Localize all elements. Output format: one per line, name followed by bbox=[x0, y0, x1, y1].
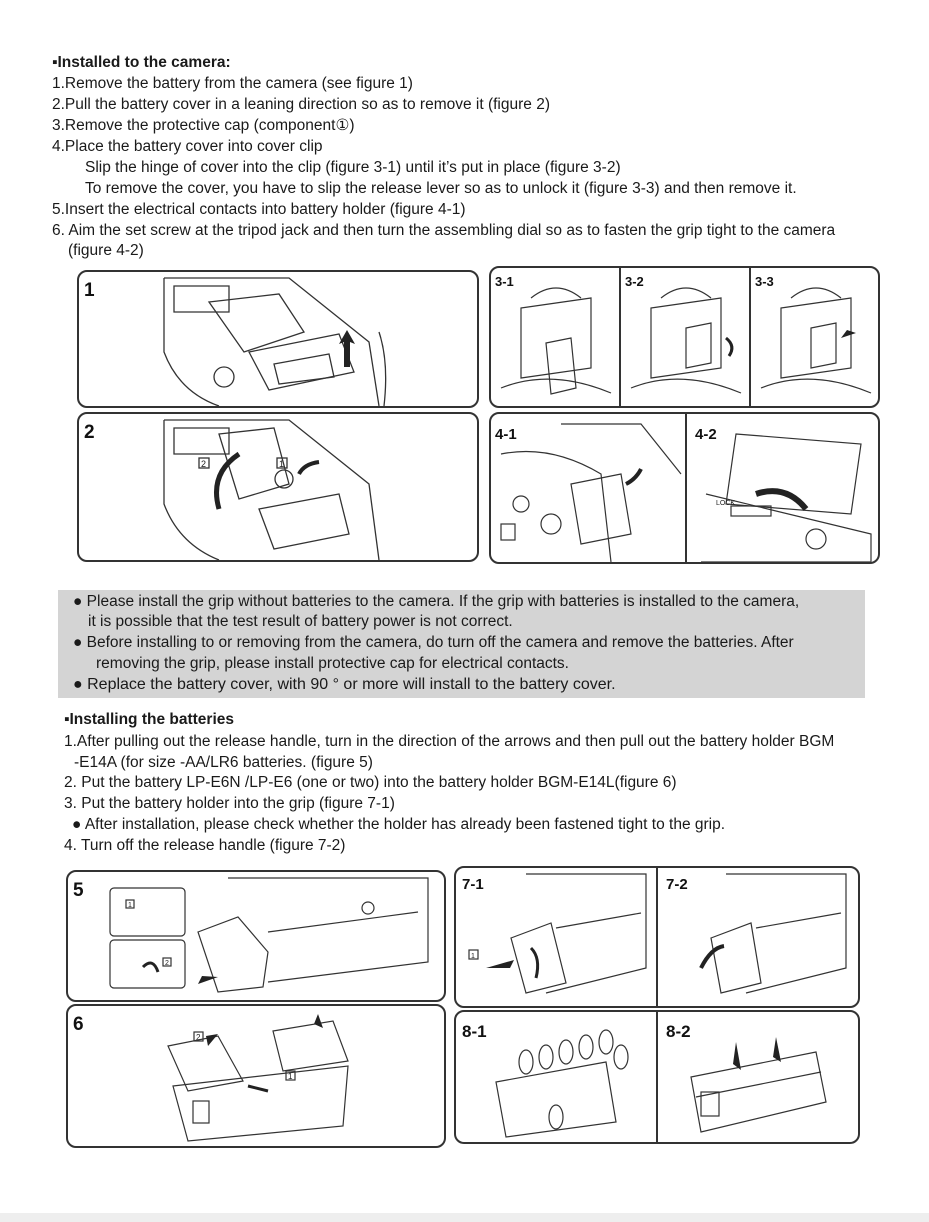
step-text: 2.Pull the battery cover in a leaning direction so as to remove it (figure 2) bbox=[52, 96, 550, 113]
figure-label: 7-1 bbox=[462, 876, 484, 893]
figure-label: 8-1 bbox=[462, 1022, 487, 1041]
aa-battery-loading-illustrations bbox=[456, 1012, 858, 1142]
step-text: -E14A (for size -AA/LR6 batteries. (figure 5) bbox=[74, 754, 373, 771]
cover-clip-illustrations bbox=[491, 268, 878, 406]
callout-label: 2 bbox=[196, 1033, 201, 1042]
step-text: 1.Remove the battery from the camera (see figure 1) bbox=[52, 75, 413, 92]
callout-label: 1 bbox=[128, 902, 132, 909]
figure-label: 2 bbox=[84, 422, 95, 443]
note-line: it is possible that the test result of battery power is not correct. bbox=[88, 613, 513, 630]
battery-cover-removal-illustration bbox=[79, 414, 477, 560]
callout-label: 1 bbox=[471, 953, 475, 960]
figure-label: 6 bbox=[73, 1014, 84, 1035]
step-text: 1.After pulling out the release handle, turn in the direction of the arrows and then pull out the battery holder BGM bbox=[64, 733, 835, 750]
figure-3-panel bbox=[489, 266, 880, 408]
lp-e6-battery-insert-illustration bbox=[68, 1006, 444, 1146]
step-text: 4.Place the battery cover into cover clip bbox=[52, 138, 323, 155]
callout-label: 1 bbox=[288, 1072, 293, 1081]
figure-label: 3-1 bbox=[495, 274, 514, 289]
figure-label: 1 bbox=[84, 280, 95, 301]
step-text: 6. Aim the set screw at the tripod jack and then turn the assembling dial so as to fasten the grip tight to the camera bbox=[52, 222, 836, 239]
battery-holder-removal-illustration bbox=[68, 872, 444, 1000]
section-heading-batteries: ▪Installing the batteries bbox=[64, 711, 235, 728]
callout-label: 2 bbox=[165, 960, 169, 967]
step-text: 4. Turn off the release handle (figure 7-2) bbox=[64, 837, 346, 854]
step-text: 5.Insert the electrical contacts into battery holder (figure 4-1) bbox=[52, 201, 466, 218]
figure-label: 8-2 bbox=[666, 1022, 691, 1041]
page-footer-strip bbox=[0, 1213, 929, 1222]
holder-insertion-illustrations bbox=[456, 868, 858, 1006]
figure-8-panel bbox=[454, 1010, 860, 1144]
step-text: ● After installation, please check whether the holder has already been fastened tight to the grip. bbox=[72, 816, 726, 833]
note-line: ● Before installing to or removing from the camera, do turn off the camera and remove the batteries. After bbox=[73, 634, 794, 651]
figure-label: 3-3 bbox=[755, 274, 774, 289]
note-line: ● Please install the grip without batteries to the camera. If the grip with batteries is installed to the camera, bbox=[73, 593, 800, 610]
step-text: (figure 4-2) bbox=[68, 242, 144, 259]
figure-6-panel bbox=[66, 1004, 446, 1148]
notes-box bbox=[58, 590, 865, 698]
figure-label: 4-1 bbox=[495, 426, 517, 443]
camera-battery-removal-illustration bbox=[79, 272, 477, 406]
section-heading-installed: ▪Installed to the camera: bbox=[52, 54, 231, 71]
step-text: 2. Put the battery LP-E6N /LP-E6 (one or two) into the battery holder BGM-E14L(figure 6) bbox=[64, 774, 677, 791]
figure-5-panel bbox=[66, 870, 446, 1002]
figure-label: 5 bbox=[73, 880, 84, 901]
figure-2-panel bbox=[77, 412, 479, 562]
grip-mount-illustrations bbox=[491, 414, 878, 562]
figure-label: 7-2 bbox=[666, 876, 688, 893]
figure-7-panel bbox=[454, 866, 860, 1008]
callout-label: 1 bbox=[279, 459, 285, 469]
note-line: ● Replace the battery cover, with 90 ° or more will install to the battery cover. bbox=[73, 676, 616, 693]
step-text: 3. Put the battery holder into the grip (figure 7-1) bbox=[64, 795, 395, 812]
step-text: Slip the hinge of cover into the clip (figure 3-1) until it’s put in place (figure 3-2) bbox=[85, 159, 621, 176]
figure-1-panel bbox=[77, 270, 479, 408]
figure-label: 3-2 bbox=[625, 274, 644, 289]
callout-label: 2 bbox=[201, 459, 207, 469]
lock-label: LOCK bbox=[716, 500, 736, 507]
figure-label: 4-2 bbox=[695, 426, 717, 443]
note-line: removing the grip, please install protective cap for electrical contacts. bbox=[96, 655, 569, 672]
figure-4-panel bbox=[489, 412, 880, 564]
step-text: To remove the cover, you have to slip the release lever so as to unlock it (figure 3-3) and then remove it. bbox=[85, 180, 797, 197]
step-text: 3.Remove the protective cap (component①) bbox=[52, 117, 355, 134]
